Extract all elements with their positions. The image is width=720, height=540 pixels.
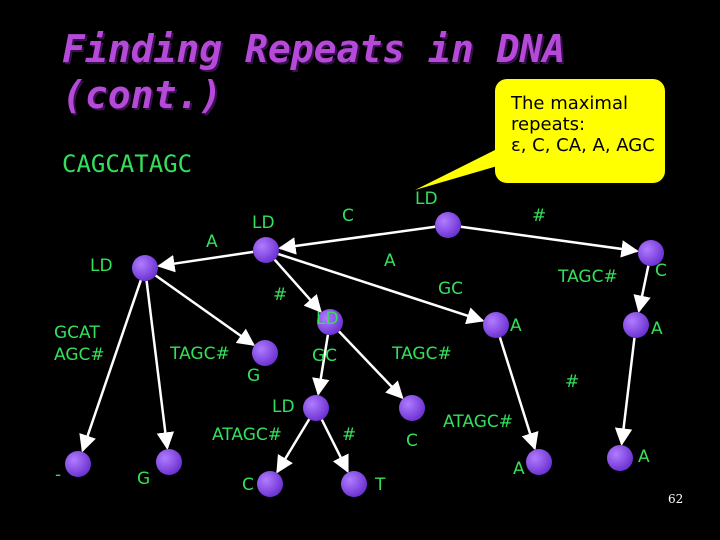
node-cleaf xyxy=(257,471,283,497)
edge-label-c-gc: GC xyxy=(438,279,464,299)
callout-line-2: repeats: xyxy=(511,114,586,135)
edge-root-hash xyxy=(461,227,637,251)
edge-lda-gleaf xyxy=(147,281,168,448)
edge-cnode-a2leaf xyxy=(622,338,635,444)
edge-label-root-hash: # xyxy=(532,206,547,226)
edge-label-hash-tagc: TAGC# xyxy=(558,267,618,287)
edge-label-root-c: C xyxy=(342,206,354,226)
leaf-label-dash: - xyxy=(55,465,62,485)
node-lda xyxy=(132,255,158,281)
edge-label-lda-ld: LD xyxy=(90,256,113,276)
edge-c-lda xyxy=(159,252,253,266)
edge-root-c xyxy=(280,227,435,248)
node-aleaf xyxy=(526,449,552,475)
edge-label-lda-tagc: TAGC# xyxy=(170,344,230,364)
edge-label-ld2-gc: GC xyxy=(312,346,338,366)
node-a2leaf xyxy=(607,445,633,471)
node-c xyxy=(253,237,279,263)
title-line-1: Finding Repeats in DNA xyxy=(62,27,566,71)
edge-label-cnode-a: A xyxy=(651,319,663,339)
edge-label-gcnode-c: C xyxy=(406,431,418,451)
edge-label-lda-hash: # xyxy=(273,285,288,305)
edge-label-c-a: A xyxy=(384,251,396,271)
node-root xyxy=(435,212,461,238)
edge-label-ld2-g: G xyxy=(247,366,261,386)
edge-label-c-ld: LD xyxy=(252,213,275,233)
slide-number: 62 xyxy=(668,492,684,506)
node-cnode xyxy=(623,312,649,338)
edge-label-a: A xyxy=(206,232,218,252)
leaf-label-c: C xyxy=(242,475,254,495)
edge-label-hash-c: C xyxy=(655,261,667,281)
edge-label-ld3-atagc: ATAGC# xyxy=(212,425,282,445)
callout-line-3: ε, C, CA, A, AGC xyxy=(511,135,655,156)
edge-label-ld3-ld: LD xyxy=(272,397,295,417)
tree-edges xyxy=(83,227,649,472)
edge-label-gcat-line2: AGC# xyxy=(54,345,105,365)
node-tleaf xyxy=(341,471,367,497)
leaf-label-a2: A xyxy=(638,447,650,467)
callout-line-1: The maximal xyxy=(511,93,628,114)
edge-label-gcat-line1: GCAT xyxy=(54,323,100,343)
node-gcleaf xyxy=(399,395,425,421)
edge-label-ld3-hash: # xyxy=(342,425,357,445)
node-gcnode xyxy=(483,312,509,338)
edge-hash-cnode xyxy=(639,266,648,312)
leaf-label-a1: A xyxy=(513,459,525,479)
edge-label-gcnode-a: A xyxy=(510,316,522,336)
edge-lda-dash xyxy=(83,280,141,450)
dna-sequence: CAGCATAGC xyxy=(62,150,193,178)
node-ldnode3 xyxy=(252,340,278,366)
edge-ld3-cleaf xyxy=(277,419,309,472)
node-ld3 xyxy=(303,395,329,421)
node-dash xyxy=(65,451,91,477)
leaf-label-g: G xyxy=(137,469,151,489)
edge-lda-ldnode3 xyxy=(156,276,254,345)
edge-label-ld2-ld: LD xyxy=(316,309,339,329)
edge-label-gcnode-atagc: ATAGC# xyxy=(443,412,513,432)
node-gleaf xyxy=(156,449,182,475)
edge-label-gcnode-tagc: TAGC# xyxy=(392,344,452,364)
edge-label-root-ld: LD xyxy=(415,189,438,209)
edge-label-cnode-hash: # xyxy=(565,372,580,392)
leaf-label-t: T xyxy=(375,475,386,495)
title-line-2: (cont.) xyxy=(62,73,223,117)
edge-ld2-gcleaf xyxy=(339,331,402,397)
